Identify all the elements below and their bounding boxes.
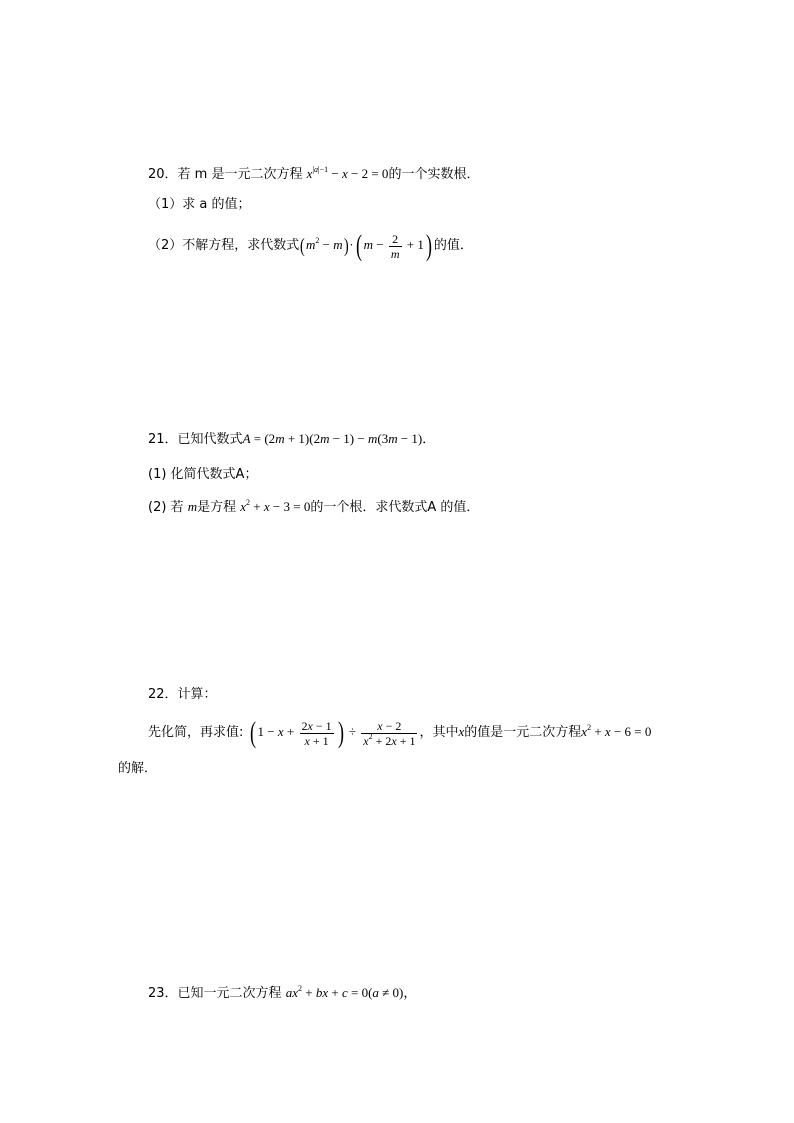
q20-number: 20．	[148, 167, 178, 182]
q22-line3: 的解．	[118, 761, 158, 776]
q22-line2	[148, 713, 651, 751]
q22-line2-text-c: 的值是一元二次方程	[464, 725, 582, 740]
q20-stem	[148, 165, 479, 184]
q22-number: 22．	[148, 687, 178, 702]
q20-sub1: （1）求 a 的值；	[148, 197, 251, 212]
q22-equation: $x^2 + x - 6 = 0$	[581, 723, 652, 739]
q23-equation: $ax^2$ + bx + c = 0(a ≠ 0)	[285, 984, 404, 1000]
q21-sub2-text-b: 是方程	[197, 500, 237, 515]
q20-stem-text-a: 若 m 是一元二次方程	[177, 167, 303, 182]
q21-variable-m: m	[187, 499, 198, 514]
q21-expression: A = (2m + 1)(2m − 1) − m(3m − 1)	[242, 431, 423, 446]
q23-stem-text-a: 已知一元二次方程	[177, 986, 282, 1001]
q21-stem-text-a: 已知代数式	[177, 432, 243, 447]
q21-sub2-text-c: 的一个根．求代数式A 的值．	[310, 500, 480, 515]
q22-stem-text: 计算：	[177, 687, 217, 702]
q20-sub2	[148, 228, 473, 262]
q21-sub2-text-a: (2) 若	[148, 500, 184, 515]
q20-expression: $(m^2 - m)\cdot$( m − $\frac{2}{m}$ + 1)	[300, 229, 432, 263]
q23-stem-text-b: ，	[403, 986, 417, 1001]
q22-stem	[148, 686, 217, 704]
q21-sub1: (1) 化简代数式A；	[148, 467, 258, 482]
q21-stem	[148, 430, 435, 449]
q21-equation: $x^2 + x - 3 = 0$	[240, 498, 311, 514]
q20-stem-text-b: 的一个实数根．	[388, 167, 480, 182]
q21-sub2	[148, 498, 479, 517]
q20-sub2-text-b: 的值．	[433, 238, 473, 253]
q20-equation: $x^{|a|-1} - x - 2 = 0$	[306, 165, 389, 181]
q23-stem	[148, 984, 416, 1003]
q21-stem-text-b: ．	[422, 432, 436, 447]
q22-expression: ( 1 − x + $\frac{2x - 1}{x + 1}$ ) ÷ $\frac{x - 2}{x^2 + 2x + 1}$	[249, 716, 416, 750]
q20-sub2-text-a: （2）不解方程，求代数式	[148, 238, 300, 253]
q22-variable-x: x	[458, 724, 465, 739]
q22-line2-text-a: 先化简，再求值:	[148, 725, 244, 740]
q21-number: 21．	[148, 432, 178, 447]
q23-number: 23．	[148, 986, 178, 1001]
q22-line2-text-b: ，其中	[419, 725, 459, 740]
